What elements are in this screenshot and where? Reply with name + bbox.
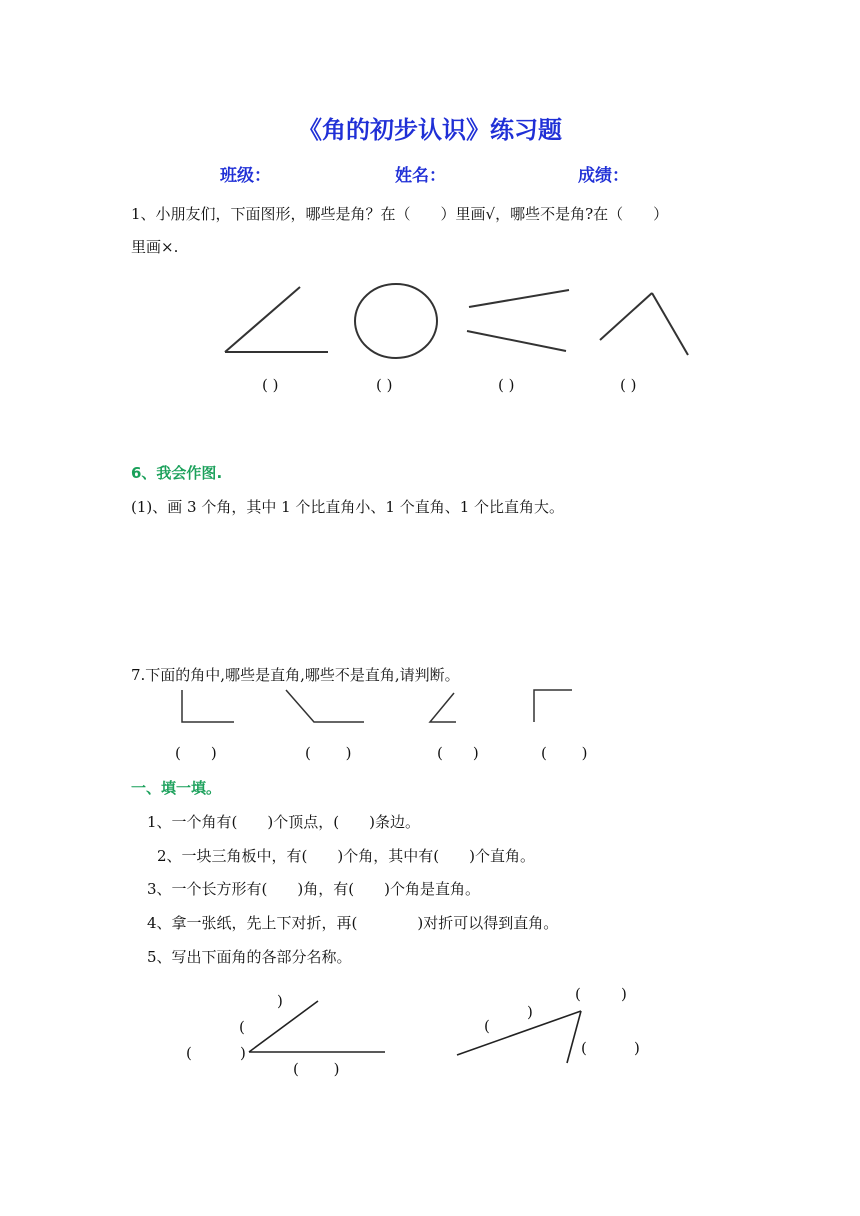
parts-label-open: ( [575,985,581,1003]
q7-text: 7.下面的角中,哪些是直角,哪些不是直角,请判断。 [131,666,460,684]
fill-item-5: 5、写出下面角的各部分名称。 [147,948,352,966]
q1-answer-blank[interactable]: ( ) [262,376,279,394]
q1-answer-blank[interactable]: ( ) [620,376,637,394]
parts-label-open: ( [186,1044,192,1062]
q1-text-line2: 里画×. [131,238,179,256]
parts-label-close: ) [621,985,627,1003]
q6-sub1: (1)、画 3 个角，其中 1 个比直角小、1 个直角、1 个比直角大。 [131,498,565,516]
q7-answer-blank[interactable]: ( ) [175,744,217,762]
parts-label-close: ) [634,1039,640,1057]
q1-answer-blank[interactable]: ( ) [498,376,515,394]
page-title: 《角的初步认识》练习题 [298,116,562,144]
parts-label-close: ) [527,1003,533,1021]
parts-label-close: ) [277,992,283,1010]
class-label: 班级： [220,166,271,186]
fill-item-3: 3、一个长方形有( )角，有( )个角是直角。 [147,880,480,898]
q7-answer-blank[interactable]: ( ) [437,744,479,762]
fill-item-4: 4、拿一张纸，先上下对折，再( )对折可以得到直角。 [147,914,559,932]
parts-label-pair[interactable]: ( ) [293,1060,340,1078]
parts-label-open: ( [581,1039,587,1057]
parts-label-close: ) [240,1044,246,1062]
fill-heading: 一、填一填。 [131,779,222,797]
parts-label-open: ( [239,1018,245,1036]
fill-item-2: 2、一块三角板中，有( )个角，其中有( )个直角。 [157,847,535,865]
q7-answer-blank[interactable]: ( ) [305,744,352,762]
parts-label-open: ( [484,1017,490,1035]
fill-item-1: 1、一个角有( )个顶点，( )条边。 [147,813,420,831]
score-label: 成绩： [578,166,629,186]
q1-text-line1: 1、小朋友们，下面图形，哪些是角？在（ ）里画√，哪些不是角?在（ ） [131,205,669,223]
q7-answer-blank[interactable]: ( ) [541,744,588,762]
parts-angle-left [249,1001,385,1052]
q6-heading: 6、我会作图. [131,464,223,482]
parts-angle-right [457,1011,581,1063]
q1-answer-blank[interactable]: ( ) [376,376,393,394]
name-label: 姓名： [395,166,446,186]
